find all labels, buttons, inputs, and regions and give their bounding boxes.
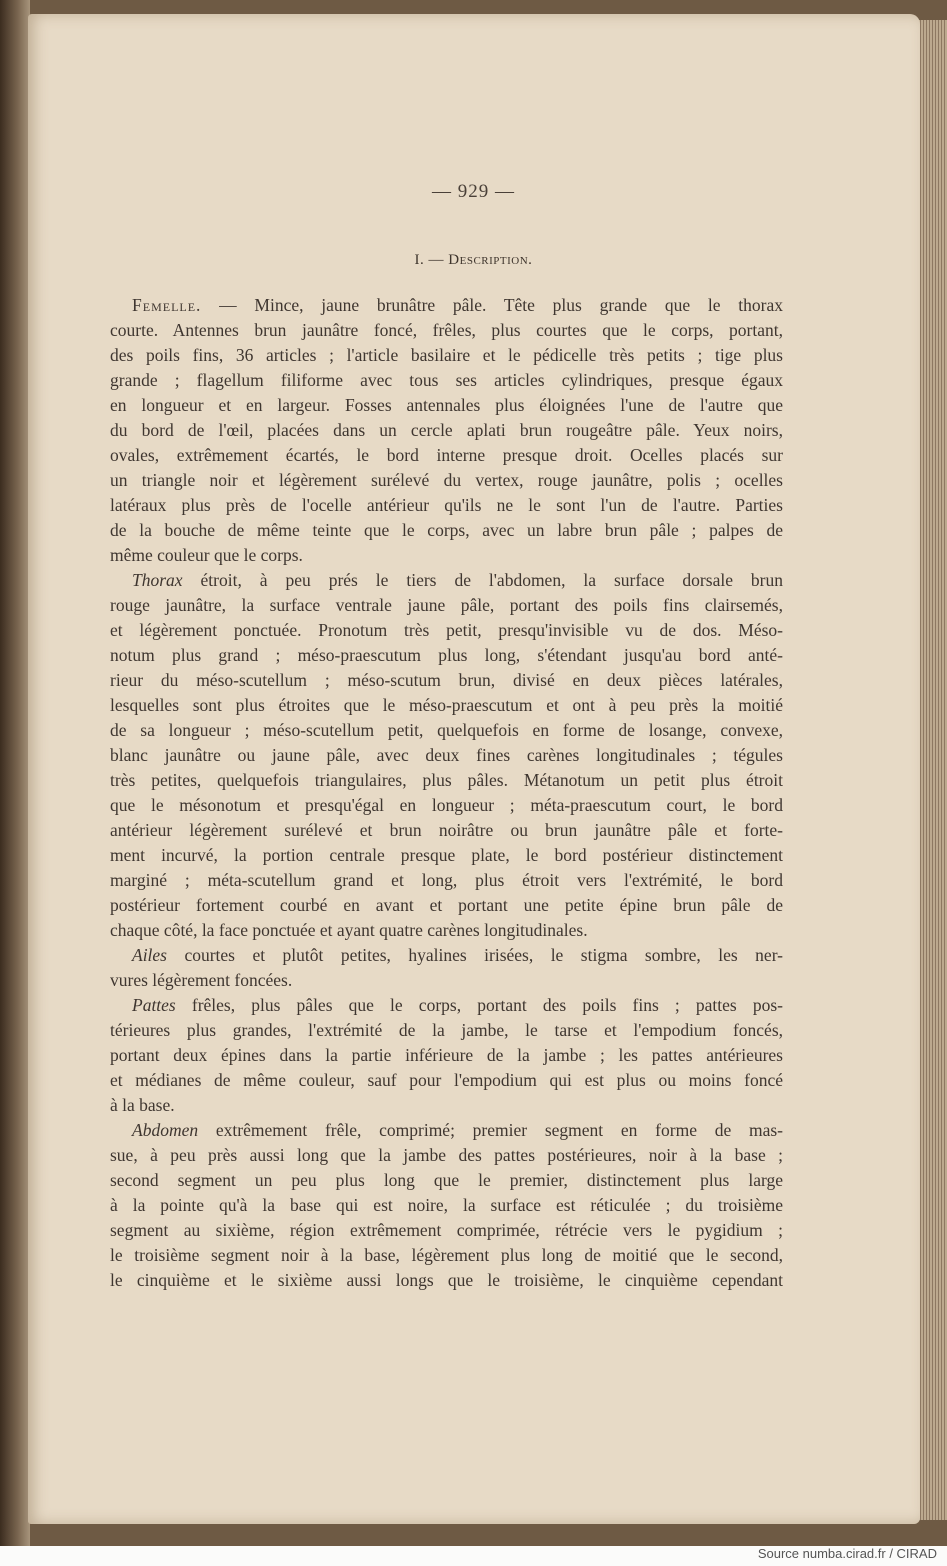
paragraph xyxy=(110,1118,783,1293)
line-text: marginé ; méta-scutellum grand et long, plus étroit vers l'extrémité, le bord xyxy=(110,870,783,890)
text-line xyxy=(110,1268,783,1293)
page-edges xyxy=(918,20,947,1520)
line-text: extrêmement frêle, comprimé; premier segment en forme de mas- xyxy=(198,1120,783,1140)
text-line xyxy=(110,993,783,1018)
text-line xyxy=(110,518,783,543)
text-line xyxy=(110,1193,783,1218)
line-text: le cinquième et le sixième aussi longs que le troisième, le cinquième cependant xyxy=(110,1270,783,1290)
line-text: — Mince, jaune brunâtre pâle. Tête plus grande que le thorax xyxy=(201,295,783,315)
line-text: postérieur fortement courbé en avant et portant une petite épine brun pâle de xyxy=(110,895,783,915)
line-text: sue, à peu près aussi long que la jambe des pattes postérieures, noir à la base ; xyxy=(110,1145,783,1165)
text-line xyxy=(110,668,783,693)
line-text: segment au sixième, région extrêmement comprimée, rétrécie vers le pygidium ; xyxy=(110,1220,783,1240)
text-line xyxy=(110,818,783,843)
text-line xyxy=(110,693,783,718)
line-text: le troisième segment noir à la base, légèrement plus long de moitié que le second, xyxy=(110,1245,783,1265)
line-text: grande ; flagellum filiforme avec tous ses articles cylindriques, presque égaux xyxy=(110,370,783,390)
text-line xyxy=(110,918,783,943)
text-line xyxy=(110,1018,783,1043)
line-text: ovales, extrêmement écartés, le bord interne presque droit. Ocelles placés sur xyxy=(110,445,783,465)
line-text: lesquelles sont plus étroites que le méso-praescutum et ont à peu près la moitié xyxy=(110,695,783,715)
source-credit: Source numba.cirad.fr / CIRAD xyxy=(757,1546,937,1561)
line-text: blanc jaunâtre ou jaune pâle, avec deux fines carènes longitudinales ; tégules xyxy=(110,745,783,765)
text-line xyxy=(110,643,783,668)
text-line xyxy=(110,543,783,568)
line-text: rieur du méso-scutellum ; méso-scutum brun, divisé en deux pièces latérales, xyxy=(110,670,783,690)
text-line xyxy=(110,393,783,418)
paragraph xyxy=(110,943,783,993)
text-line xyxy=(110,368,783,393)
paragraph-lead: Femelle. xyxy=(132,295,202,315)
line-text: frêles, plus pâles que le corps, portant des poils fins ; pattes pos- xyxy=(175,995,783,1015)
line-text: portant deux épines dans la partie inférieure de la jambe ; les pattes antérieures xyxy=(110,1045,783,1065)
text-line xyxy=(110,593,783,618)
line-text: térieures plus grandes, l'extrémité de la jambe, le tarse et l'empodium foncés, xyxy=(110,1020,783,1040)
line-text: même couleur que le corps. xyxy=(110,545,303,565)
paragraph-lead: Thorax xyxy=(132,570,183,590)
text-line xyxy=(110,943,783,968)
line-text: notum plus grand ; méso-praescutum plus long, s'étendant jusqu'au bord anté- xyxy=(110,645,783,665)
line-text: et médianes de même couleur, sauf pour l'empodium qui est plus ou moins foncé xyxy=(110,1070,783,1090)
text-line xyxy=(110,1243,783,1268)
text-line xyxy=(110,743,783,768)
text-line xyxy=(110,1168,783,1193)
line-text: à la pointe qu'à la base qui est noire, la surface est réticulée ; du troisième xyxy=(110,1195,783,1215)
text-line xyxy=(110,893,783,918)
text-line xyxy=(110,1118,783,1143)
line-text: et légèrement ponctuée. Pronotum très petit, presqu'invisible vu de dos. Méso- xyxy=(110,620,783,640)
text-line xyxy=(110,1093,783,1118)
line-text: vures légèrement foncées. xyxy=(110,970,293,990)
text-line xyxy=(110,318,783,343)
text-line xyxy=(110,443,783,468)
text-line xyxy=(110,418,783,443)
book-binding xyxy=(0,0,30,1546)
text-line xyxy=(110,768,783,793)
line-text: des poils fins, 36 articles ; l'article basilaire et le pédicelle très petits ; tige plus xyxy=(110,345,783,365)
line-text: courte. Antennes brun jaunâtre foncé, frêles, plus courtes que le corps, portant, xyxy=(110,320,783,340)
line-text: en longueur et en largeur. Fosses antennales plus éloignées l'une de l'autre que xyxy=(110,395,783,415)
section-heading: I. — Description. xyxy=(414,252,533,268)
text-line xyxy=(110,868,783,893)
text-line xyxy=(110,1143,783,1168)
text-line xyxy=(110,1043,783,1068)
paragraph-lead: Ailes xyxy=(132,945,167,965)
text-line xyxy=(110,793,783,818)
text-line xyxy=(110,968,783,993)
line-text: à la base. xyxy=(110,1095,175,1115)
line-text: ment incurvé, la portion centrale presque plate, le bord postérieur distinctement xyxy=(110,845,783,865)
paragraph-lead: Pattes xyxy=(132,995,176,1015)
text-line xyxy=(110,568,783,593)
line-text: rouge jaunâtre, la surface ventrale jaune pâle, portant des poils fins clairsemés, xyxy=(110,595,783,615)
text-line xyxy=(110,468,783,493)
paragraph xyxy=(110,293,783,568)
body-text xyxy=(110,293,783,1293)
text-line xyxy=(110,718,783,743)
line-text: que le mésonotum et presqu'égal en longueur ; méta-praescutum court, le bord xyxy=(110,795,783,815)
text-line xyxy=(110,493,783,518)
line-text: second segment un peu plus long que le premier, distinctement plus large xyxy=(110,1170,783,1190)
line-text: antérieur légèrement surélevé et brun noirâtre ou brun jaunâtre pâle et forte- xyxy=(110,820,783,840)
text-line xyxy=(110,1218,783,1243)
text-line xyxy=(110,343,783,368)
text-line xyxy=(110,618,783,643)
text-line xyxy=(110,1068,783,1093)
line-text: très petites, quelquefois triangulaires, plus pâles. Métanotum un petit plus étroit xyxy=(110,770,783,790)
page-number: — 929 — xyxy=(432,181,515,202)
paragraph xyxy=(110,568,783,943)
line-text: un triangle noir et légèrement surélevé du vertex, rouge jaunâtre, polis ; ocelles xyxy=(110,470,783,490)
line-text: de la bouche de même teinte que le corps, avec un labre brun pâle ; palpes de xyxy=(110,520,783,540)
text-line xyxy=(110,293,783,318)
line-text: latéraux plus près de l'ocelle antérieur qu'ils ne le sont l'un de l'autre. Parties xyxy=(110,495,783,515)
line-text: du bord de l'œil, placées dans un cercle aplati brun rougeâtre pâle. Yeux noirs, xyxy=(110,420,783,440)
line-text: étroit, à peu prés le tiers de l'abdomen, la surface dorsale brun xyxy=(182,570,783,590)
line-text: de sa longueur ; méso-scutellum petit, quelquefois en forme de losange, convexe, xyxy=(110,720,783,740)
line-text: courtes et plutôt petites, hyalines irisées, le stigma sombre, les ner- xyxy=(167,945,783,965)
paragraph xyxy=(110,993,783,1118)
line-text: chaque côté, la face ponctuée et ayant quatre carènes longitudinales. xyxy=(110,920,588,940)
paragraph-lead: Abdomen xyxy=(132,1120,199,1140)
text-line xyxy=(110,843,783,868)
